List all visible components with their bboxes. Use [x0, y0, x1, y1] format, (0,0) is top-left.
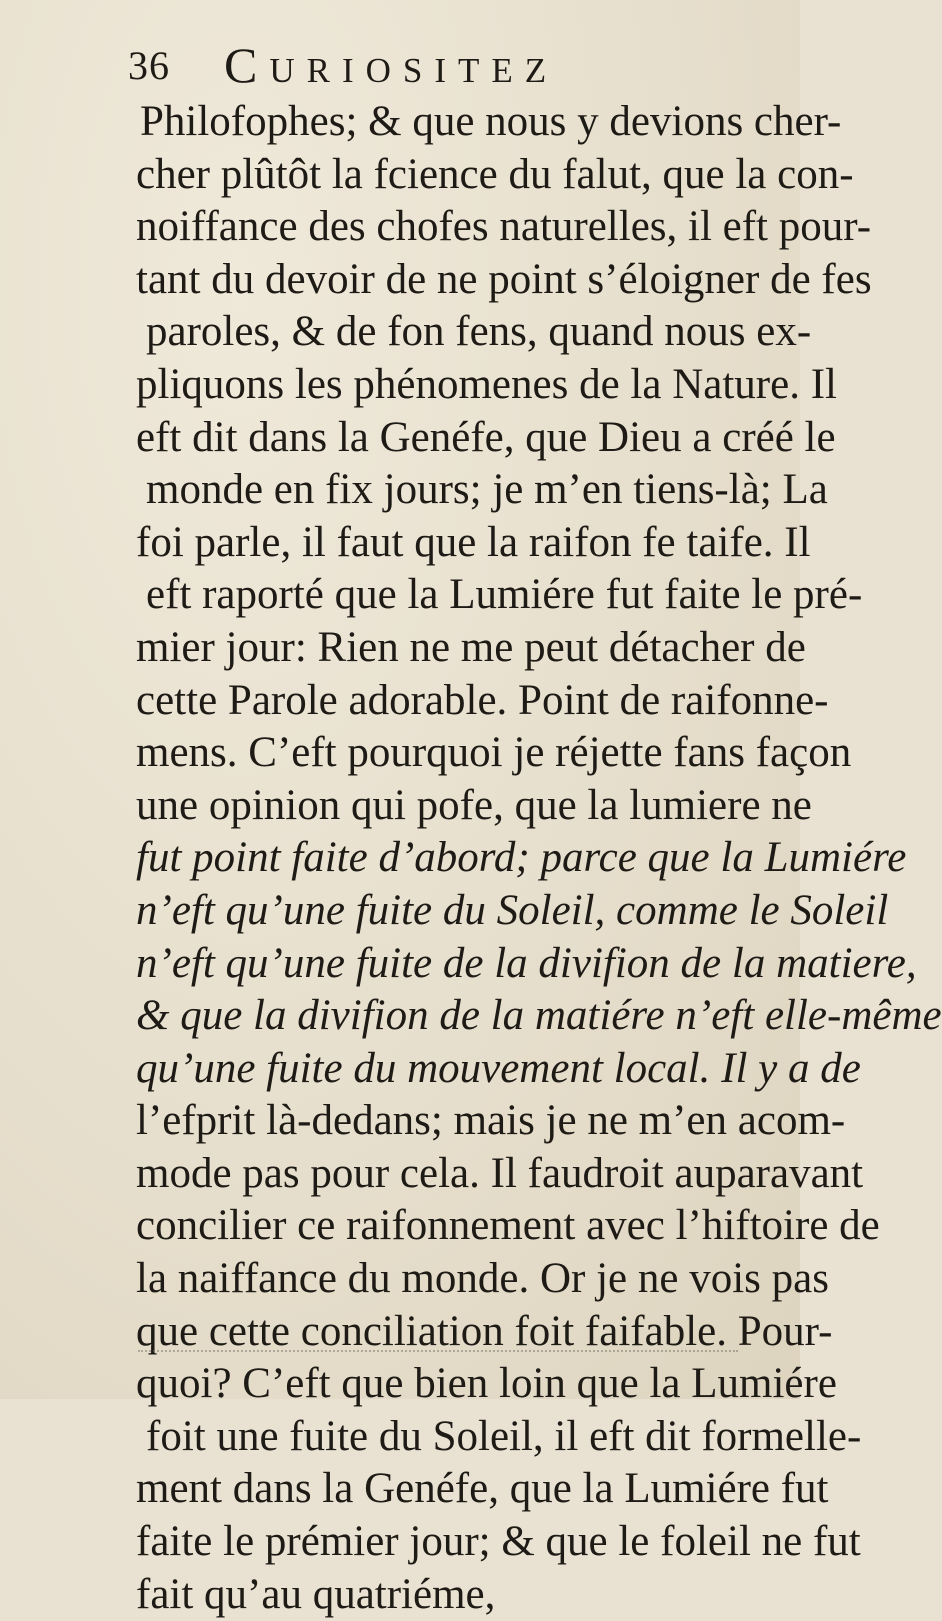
text-line: une opinion qui pofe, que la lumiere ne [136, 781, 812, 829]
text-line: monde en fix jours; je m’en tiens-là; La [146, 466, 828, 514]
text-line: quoi? C’eft que bien loin que la Lumiére [136, 1360, 837, 1408]
bleed-through-trace [138, 1350, 738, 1362]
text-line: foit une fuite du Soleil, il eft dit formelle- [146, 1412, 862, 1460]
running-title: Curiositez [224, 37, 559, 93]
text-line: mens. C’eft pourquoi je réjette fans façon [136, 729, 852, 777]
text-line: eft raporté que la Lumiére fut faite le pré- [146, 571, 863, 619]
text-line: n’eft qu’une fuite de la divifion de la matiere, [136, 939, 917, 987]
text-line: foi parle, il faut que la raifon fe taife. Il [136, 518, 811, 566]
text-line: concilier ce raifonnement avec l’hiftoire de [136, 1202, 880, 1250]
text-line: la naiffance du monde. Or je ne vois pas [136, 1255, 829, 1303]
text-line: n’eft qu’une fuite du Soleil, comme le Soleil [136, 886, 889, 934]
text-line: ment dans la Genéfe, que la Lumiére fut [136, 1465, 829, 1513]
text-line: paroles, & de fon fens, quand nous ex- [146, 308, 812, 356]
text-line: fait qu’au quatriéme, [136, 1570, 496, 1618]
body-text [136, 96, 942, 1621]
page-header [128, 36, 768, 96]
text-line: l’efprit là-dedans; mais je ne m’en acom- [136, 1097, 846, 1145]
text-line: fut point faite d’abord; parce que la Lumiére [136, 834, 907, 882]
text-line: mier jour: Rien ne me peut détacher de [136, 623, 806, 671]
text-line: noiffance des chofes naturelles, il eft pour- [136, 203, 872, 251]
text-line: cher plûtôt la fcience du falut, que la con- [136, 150, 854, 198]
text-line: pliquons les phénomenes de la Nature. Il [136, 360, 837, 408]
text-line: qu’une fuite du mouvement local. Il y a de [136, 1044, 861, 1092]
text-line: cette Parole adorable. Point de raifonne- [136, 676, 829, 724]
text-line: tant du devoir de ne point s’éloigner de fes [136, 255, 872, 303]
text-line: mode pas pour cela. Il faudroit auparavant [136, 1149, 864, 1197]
page-number: 36 [128, 43, 170, 88]
text-line: faite le prémier jour; & que le foleil ne fut [136, 1518, 861, 1566]
text-line: que cette conciliation foit faifable. Pour- [136, 1307, 833, 1355]
text-line: & que la divifion de la matiére n’eft elle-même [136, 992, 942, 1040]
text-line: Philofophes; & que nous y devions cher- [140, 98, 842, 145]
text-line: eft dit dans la Genéfe, que Dieu a créé le [136, 413, 836, 461]
